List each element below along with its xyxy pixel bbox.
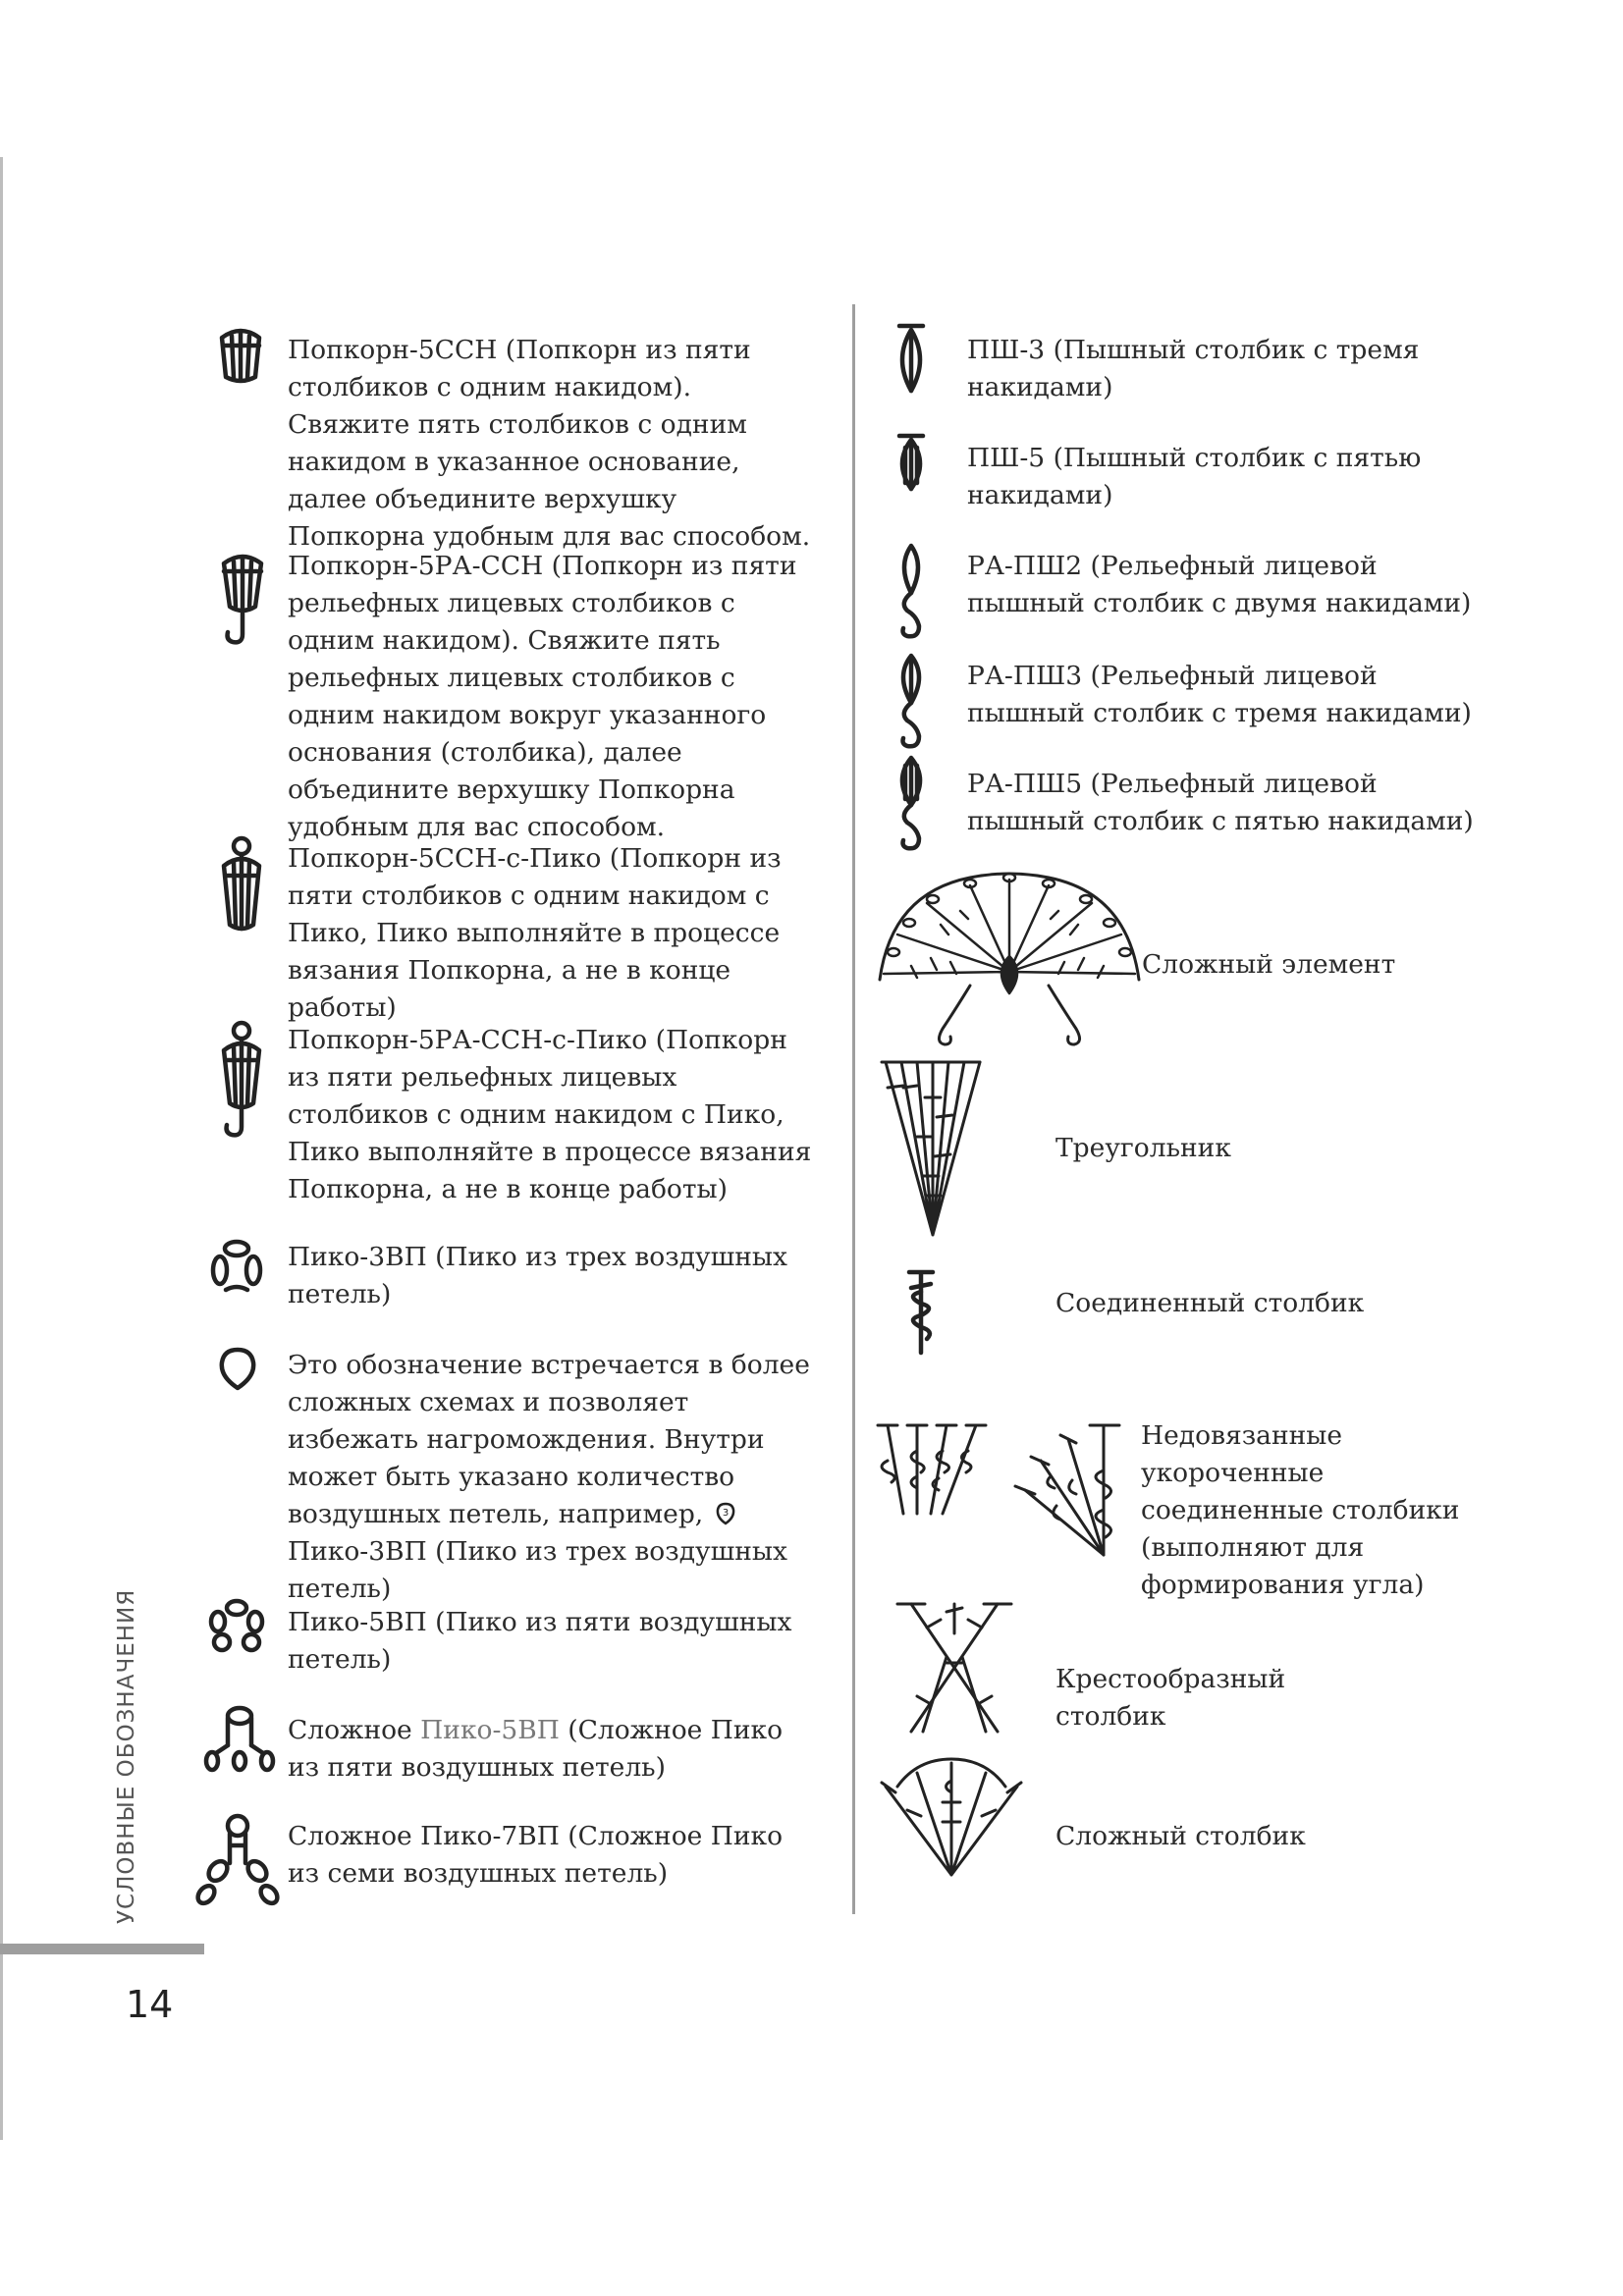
entry-popcorn-picot: Попкорн-5ССН-с-Пико (Попкорн из пяти столбиков с одним накидом с Пико, Пико выполняйте в процессе вязания Попкорна, а не в конце работы) <box>288 843 782 1023</box>
entry-puff-5: ПШ-5 (Пышный столбик с пятью накидами) <box>967 443 1422 510</box>
complex-stitch-icon <box>878 1753 1025 1881</box>
entry-popcorn-ra-picot: Попкорн-5РА-ССН-с-Пико (Попкорн из пяти рельефных лицевых столбиков с одним накидом с Пико, Пико выполняйте в процессе вязания Попкорна, а не в конце работы) <box>288 1025 812 1204</box>
entry-loop-text: Это обозначение встречается в более сложных схемах и позволяет избежать нагромождения. Внутри может быть указано количество воздушных петель, например, <box>288 1350 810 1529</box>
entry-cross-stitch: Крестообразный столбик <box>1055 1664 1286 1732</box>
entry-joined-stitch: Соединенный столбик <box>1055 1288 1365 1318</box>
complex-picot-5-link: Пико-5ВП <box>420 1715 560 1745</box>
footer-bar <box>0 1944 204 1954</box>
column-divider <box>852 304 855 1914</box>
fp-puff-5-icon <box>892 754 931 852</box>
entry-complex-picot-7ch: Сложное Пико-7ВП (Сложное Пико из семи воздушных петель) <box>288 1821 784 1889</box>
entry-loop-example: Пико-3ВП (Пико из трех воздушных петель) <box>288 1536 787 1604</box>
svg-text:3: 3 <box>722 1508 729 1519</box>
joined-stitch-icon <box>901 1268 941 1357</box>
entry-triangle: Треугольник <box>1055 1133 1231 1163</box>
picot-loop-small-icon <box>716 1502 735 1525</box>
complex-picot-5-prefix: Сложное <box>288 1715 421 1745</box>
unfinished-joined-icon <box>874 1421 992 1520</box>
popcorn-picot-icon <box>214 836 269 934</box>
picot-5ch-icon <box>208 1598 265 1655</box>
popcorn-5ssn-icon <box>216 324 265 383</box>
complex-picot-5ch-icon <box>204 1706 275 1771</box>
entry-complex-picot-5ch <box>288 1712 798 1787</box>
page-number: 14 <box>126 1983 174 2026</box>
entry-loop-symbol <box>288 1347 823 1608</box>
puff-3-icon <box>892 322 931 397</box>
unfinished-joined-angle-icon <box>1011 1421 1129 1559</box>
popcorn-ra-picot-icon <box>214 1021 269 1139</box>
entry-puff-3: ПШ-3 (Пышный столбик с тремя накидами) <box>967 335 1420 402</box>
page-edge-rule <box>0 157 3 2140</box>
cross-stitch-icon <box>888 1598 1021 1735</box>
complex-picot-7ch-icon <box>196 1814 279 1908</box>
picot-loop-icon <box>218 1347 257 1392</box>
entry-fp-puff-2: РА-ПШ2 (Рельефный лицевой пышный столбик с двумя накидами) <box>967 551 1472 618</box>
entry-popcorn-5ssn: Попкорн-5ССН (Попкорн из пяти столбиков с одним накидом). Свяжите пять столбиков с одним накидом в указанное основание, далее объедините верхушку Попкорна удобным для вас способом. <box>288 335 811 552</box>
fp-puff-2-icon <box>892 540 931 642</box>
entry-unfinished-joined: Недовязанные укороченные соединенные столбики (выполняют для формирования угла) <box>1141 1420 1460 1600</box>
entry-picot-5ch: Пико-5ВП (Пико из пяти воздушных петель) <box>288 1607 792 1675</box>
complex-element-icon <box>872 864 1147 1050</box>
fp-puff-3-icon <box>892 650 931 752</box>
picot-3ch-icon <box>210 1239 263 1298</box>
entry-fp-puff-5: РА-ПШ5 (Рельефный лицевой пышный столбик с пятью накидами) <box>967 769 1474 836</box>
entry-complex-element: Сложный элемент <box>1142 949 1396 980</box>
entry-picot-3ch: Пико-3ВП (Пико из трех воздушных петель) <box>288 1242 787 1309</box>
popcorn-5ra-ssn-icon <box>216 550 269 648</box>
entry-complex-stitch: Сложный столбик <box>1055 1821 1306 1851</box>
complex-picot-5-suffix: (Сложное Пико из пяти воздушных петель) <box>288 1715 784 1783</box>
entry-fp-puff-3: РА-ПШ3 (Рельефный лицевой пышный столбик с тремя накидами) <box>967 661 1472 728</box>
puff-5-icon <box>892 432 931 493</box>
entry-popcorn-5ra-ssn: Попкорн-5РА-ССН (Попкорн из пяти рельефных лицевых столбиков с одним накидом). Свяжите пять рельефных лицевых столбиков с одним накидом вокруг указанного основания (столбика), далее объедините верхушку Попкорна удобным для вас способом. <box>288 551 797 842</box>
section-side-label: УСЛОВНЫЕ ОБОЗНАЧЕНИЯ <box>114 1588 139 1924</box>
triangle-icon <box>878 1058 988 1239</box>
